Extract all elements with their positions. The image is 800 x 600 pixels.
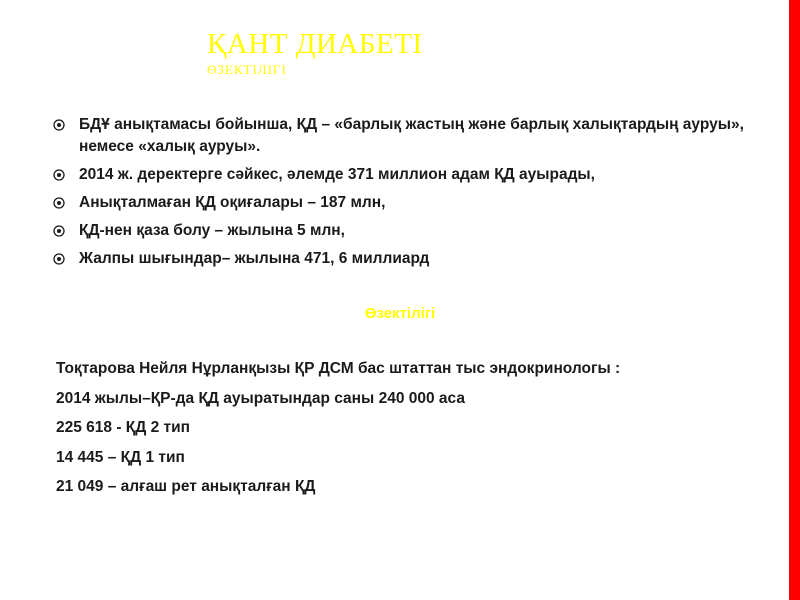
bullet-text: БДҰ анықтамасы бойынша, ҚД – «барлық жастың және барлық халықтардың ауруы», немесе «халық ауруы». xyxy=(79,116,744,155)
info-line: Тоқтарова Нейля Нұрланқызы ҚР ДСМ бас штаттан тыс эндокринологы : xyxy=(56,360,621,377)
bullet-text: ҚД-нен қаза болу – жылына 5 млн, xyxy=(79,222,345,239)
slide-title: ҚАНТ ДИАБЕТІ xyxy=(207,28,423,60)
section-title: Өзектілігі xyxy=(364,305,436,322)
bullet-item xyxy=(53,248,773,270)
bullet-item xyxy=(53,192,773,214)
bullet-text: 2014 ж. деректерге сәйкес, әлемде 371 миллион адам ҚД ауырады, xyxy=(79,166,595,183)
bullet-text: Жалпы шығындар– жылына 471, 6 миллиард xyxy=(79,250,430,267)
info-line: 2014 жылы–ҚР-да ҚД ауыратындар саны 240 000 аса xyxy=(56,389,465,407)
slide-subtitle: ӨЗЕКТІЛІГІ xyxy=(207,62,287,77)
bullet-list xyxy=(53,114,773,276)
bullet-item xyxy=(53,220,773,242)
bullet-text: Анықталмаған ҚД оқиғалары – 187 млн, xyxy=(79,194,386,211)
info-line: 14 445 – ҚД 1 тип xyxy=(56,448,185,466)
bullet-item xyxy=(53,114,773,158)
bullet-item xyxy=(53,164,773,186)
info-block xyxy=(56,358,791,506)
info-line: 225 618 - ҚД 2 тип xyxy=(56,419,191,436)
circled-dot-icon xyxy=(53,225,65,237)
circled-dot-icon xyxy=(53,169,65,181)
red-accent-bar xyxy=(789,0,800,600)
info-line: 21 049 – алғаш рет анықталған ҚД xyxy=(56,478,316,495)
circled-dot-icon xyxy=(53,119,65,131)
circled-dot-icon xyxy=(53,197,65,209)
circled-dot-icon xyxy=(53,253,65,265)
